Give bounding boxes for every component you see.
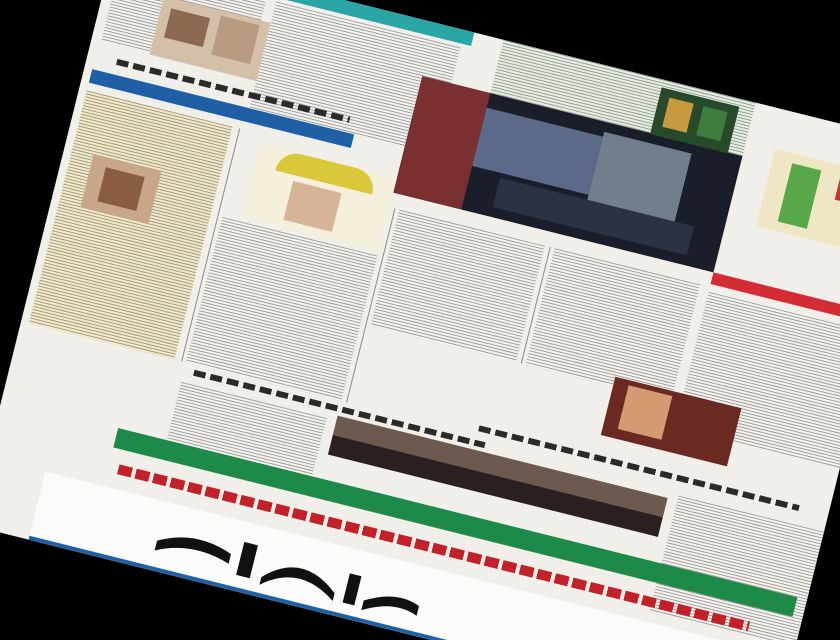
text-column [370, 210, 545, 363]
text-column [186, 217, 378, 401]
calligraphic-logo-icon [147, 510, 431, 626]
crowd-photo-icon [756, 149, 840, 258]
text-column [526, 248, 701, 401]
